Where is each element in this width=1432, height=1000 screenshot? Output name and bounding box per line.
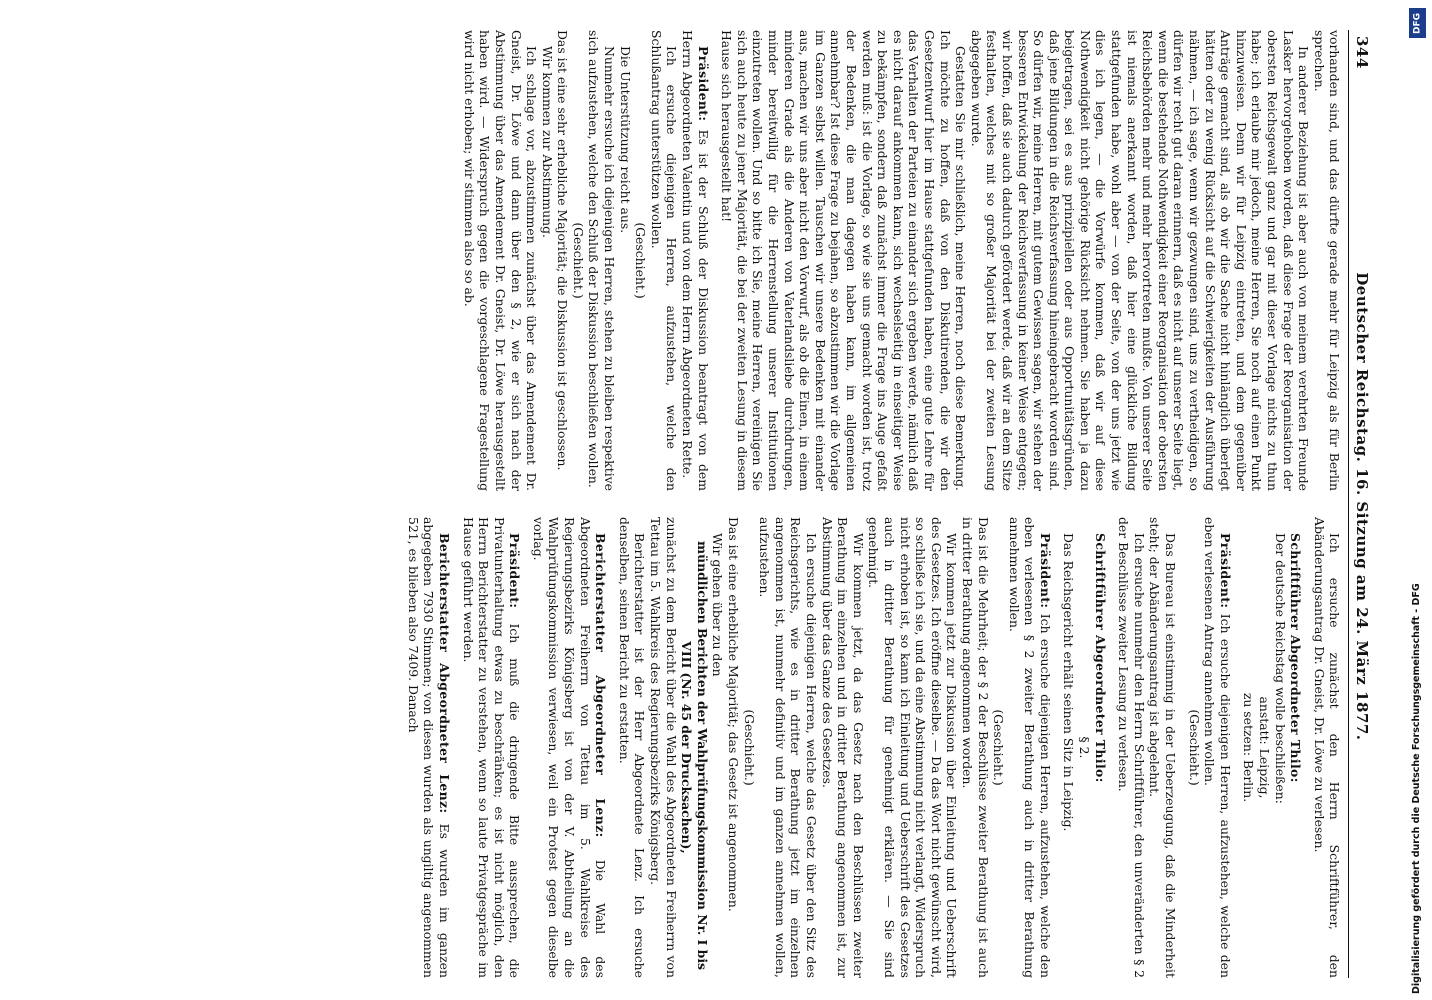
paragraph-speaker: [405, 517, 452, 978]
speaker-label: Präsident:: [695, 46, 711, 122]
paragraph-sign: § 2.: [1077, 736, 1093, 759]
paragraph: Wir kommen jetzt, da das Gesetz nach den Beschlüssen zweiter Berathung im einzelnen und in dritter Berathung angenommen ist, zur Abstimmung über das Ganze des Gesetzes.: [819, 517, 866, 978]
paragraph: Gestatten Sie mir schließlich, meine Herren, noch diese Bemerkung. Ich möchte zu hoffen, daß von den Diskutirenden, die wir den Gesetzentwurf hier im Hause stattgefunden haben, eine gute Lehre für das Verhalten der Parteien zu einander sich ergeben werde, nämlich daß es nicht darauf ankommen kann, sich wechselseitig in einseitiger Weise zu bekämpfen, sondern daß zunächst immer die Frage ins Auge gefaßt werden muß: ist die Vorlage, so wie sie uns gemacht worden ist, trotz der Bedenken, die man dagegen haben kann, im allgemeinen annehmbar? Ist diese Frage zu bejahen, so abzustimmen wir die Vorlage im Ganzen selbst willen. Tauschen wir unsere Bedenken mit einander aus, machen wir uns aber nicht den Vorwurf, als ob die Einen, in einem minderen Grade als die Anderen von Vaterlandsliebe durchdrungen, minder bereitwillig für die Herrenstellung unserer Institutionen einzutreten wollen. Und so bitte ich Sie, meine Herren, vereinigen Sie sich auch heute zu jener Majorität, die bei der zweiten Lesung in diesem Hause sich herausgestellt hat!: [719, 30, 969, 491]
speaker-label: Berichterstatter Abgeordneter Lenz:: [436, 533, 452, 814]
paragraph: Ich ersuche diejenigen Herren, welche das Gesetz über den Sitz des Reichsgerichts, wie es in dritter Berathung jetzt im einzelnen angenommen ist, nunmehr definitiv und im ganzen annehmen wollen, aufzustehen.: [757, 517, 819, 978]
speech-text: Ich ersuche diejenigen Herren, aufzustehen, welche den eben verlesenen § 2 zweiter Berathung auch in dritter Berathung annehmen wollen.: [1006, 517, 1053, 978]
paragraph-speaker: [530, 517, 608, 978]
paragraph: Die Unterstützung reicht aus.: [617, 46, 633, 234]
paragraph: Das ist eine sehr erhebliche Majorität; die Diskussion ist geschlossen.: [555, 30, 571, 471]
running-title: Deutscher Reichstag. 16. Sitzung am 24. März 1877.: [1353, 272, 1371, 741]
paragraph: Wir kommen zur Abstimmung.: [539, 46, 555, 238]
speech-text: Es ist der Schluß der Diskussion beantragt von dem Herrn Abgeordneten Valentin und von dem Herrn Abgeordneten Rette.: [680, 30, 711, 491]
paragraph-speaker: [1202, 517, 1233, 978]
paragraph: Ich ersuche zunächst den Herrn Schriftführer, den Abänderungsantrag Dr. Gneist, Dr. Löwe zu verlesen.: [1311, 517, 1343, 978]
page-header: [1348, 30, 1369, 978]
paragraph: zunächst zu dem Bericht über die Wahl des Abgeordneten Freiherrn von Tettau im 5. Wahlkreis des Regierungsbezirks Königsberg.: [648, 517, 679, 978]
paragraph: Ich ersuche nunmehr den Herrn Schriftführer, den unveränderten § 2 der Beschlüsse zweiter Lesung zu verlesen.: [1116, 517, 1147, 978]
speaker-label: Präsident:: [1037, 533, 1053, 609]
speech-text: Die Wahl des Abgeordneten Freiherrn von Tettau im 5. Wahlkreise des Regierungsbezirks Königsberg ist von der V. Abtheilung an die Wahlprüfungskommission verwiesen, weil ein Protest gegen dieselbe vorlag.: [530, 517, 609, 978]
paragraph: Berichterstatter ist der Herr Abgeordnete Lenz. Ich ersuche denselben, seinen Bericht zu erstatten.: [616, 517, 648, 978]
speaker-label: Berichterstatter Abgeordneter Lenz:: [593, 533, 609, 838]
stage-direction: (Geschieht.): [1186, 709, 1202, 786]
paragraph: Ich ersuche diejenigen Herren, aufzustehen, welche den Schlußantrag unterstützen wollen.: [648, 30, 680, 491]
stage-direction: (Geschieht.): [991, 709, 1007, 786]
paragraph: Das ist eine erhebliche Majorität; das Gesetz ist angenommen.: [726, 517, 742, 912]
column-left: [17, 30, 1342, 491]
paragraph: In anderer Beziehung ist aber auch von meinem verehrten Freunde Lasker hervorgehoben worden, daß diese Frage der Reorganisation der obersten Reichsgewalt ganz und gar mit dieser Vorlage nichts zu thun habe; ich erlaube mir jedoch, meine Herren, Sie noch auf einen Punkt hinzuweisen. Denn wir für Leipzig eintreten, und dem gegenüber Anträge gemacht sind, als ob wir die Sache nicht hinlänglich überlegt hätten oder zu wenig Rücksicht auf die Schwierigkeiten der Ausführung nähmen, — ich sage, wenn wir gezwungen sind, uns zu vertheidigen, so dürfen wir recht gut daran erinnern, daß es nicht auf unserer Seite liegt, wenn die bestehende Nothwendigkeit einer Reorganisation der obersten Reichsbehörden mehr und mehr hervortreten mußte. Von unserer Seite ist niemals anerkannt worden, daß hier eine glückliche Bildung stattgefunden habe, wohl aber — von der Seite, von der uns jetzt wie dies ich legen, — die Vorwürfe kommen, daß wir auf diese Nothwendigkeit nicht gehörige Rücksicht nehmen. Sie haben ja dazu beigetragen, sei es aus prinzipiellen oder aus Opportunitätsgründen, daß jene Bildungen in die Reichsverfassung hineingebracht worden sind. So dürfen wir, meine Herren, mit gutem Gewissen sagen, wir stehen der besseren Entwickelung der Reichsverfassung in keiner Weise entgegen; wir hoffen, daß sie auch dadurch gefördert werde, daß wir an dem Sitze festhalten, welches mit so großer Majorität bei der zweiten Lesung abgegeben wurde.: [968, 30, 1312, 491]
paragraph: Das Bureau ist einstimmig in der Ueberzeugung, daß die Minderheit steht; der Abänderungsantrag ist abgelehnt.: [1147, 517, 1179, 978]
paragraph: Wir kommen jetzt zur Diskussion über Einleitung und Ueberschrift des Gesetzes. Ich eröffne dieselbe. — Da das Wort nicht gewünscht wird, so schließe ich sie, und da eine Abstimmung nicht verlangt, Widerspruch nicht erhoben ist, so kann ich Einleitung und Ueberschrift des Gesetzes auch in dritter Berathung für genehmigt erklären. — Sie sind genehmigt.: [866, 517, 960, 978]
speaker-label: Schriftführer Abgeordneter Thilo:: [1092, 533, 1108, 783]
paragraph: Ich schlage vor, abzustimmen zunächst über das Amendement Dr. Gneist, Dr. Löwe und dann über den § 2, wie er sich nach der Abstimmung über das Amendement Dr. Gneist, Dr. Löwe herausgestellt haben wird. — Widerspruch gegen die vorgeschlagene Fragestellung wird nicht erhoben; wir stimmen also so ab.: [461, 30, 540, 491]
stage-direction: (Geschieht.): [570, 222, 586, 299]
stage-direction: (Geschieht.): [633, 222, 649, 299]
paragraph: Nunmehr ersuche ich diejenigen Herren, stehen zu bleiben respektive sich aufzustehen, welche den Schluß der Diskussion beschließen wollen.: [586, 30, 618, 491]
paragraph-speaker: [460, 517, 522, 978]
speech-text: Ich ersuche diejenigen Herren, aufzustehen, welche den eben verlesenen Antrag annehmen wollen.: [1202, 517, 1233, 978]
motion-line: zu setzen: Berlin.: [1241, 692, 1257, 803]
stage-direction: (Geschieht.): [741, 709, 757, 786]
speech-text: Ich muß die dringende Bitte aussprechen, die Privatunterhaltung etwas zu beschränken; es ist nicht möglich, den Herrn Berichterstatter zu verstehen, wenn so laute Privatgespräche im Hause geführt werden.: [460, 517, 523, 978]
text-columns: [17, 30, 1342, 978]
paragraph: Wir gehen über zu den: [710, 533, 726, 677]
paragraph-speaker: [1006, 517, 1053, 978]
paragraph: vorhanden sind, und das dürfte gerade mehr für Leipzig als für Berlin sprechen.: [1311, 30, 1343, 491]
paragraph: Das Reichsgericht erhält seinen Sitz in Leipzig.: [1061, 533, 1077, 832]
speech-text: Es wurden im ganzen abgegeben 7930 Stimmen; von diesen wurden als ungiltig angenommen 521, es blieben also 7409. Danach: [405, 517, 452, 978]
column-right: [17, 517, 1342, 978]
speaker-line: [1288, 517, 1304, 978]
motion-line: anstatt: Leipzig,: [1257, 696, 1273, 799]
speaker-line: [1092, 517, 1108, 978]
dfg-logo-badge: DFG: [1409, 8, 1426, 38]
speaker-label: Präsident:: [507, 533, 523, 609]
speaker-label: Schriftführer Abgeordneter Thilo:: [1288, 533, 1304, 783]
paragraph: Das ist die Mehrheit; der § 2 der Beschlüsse zweiter Berathung ist auch in dritter Berathung angenommen worden.: [959, 517, 991, 978]
section-heading: mündlichen Berichten der Wahlprüfungskommission Nr. I bis VIII (Nr. 45 der Drucksachen),: [679, 540, 710, 971]
speaker-label: Präsident:: [1217, 533, 1233, 609]
motion-line: Der deutsche Reichstag wolle beschließen:: [1272, 533, 1288, 804]
digitization-credit: Digitalisierung gefördert durch die Deutsche Forschungsgemeinschaft - DFG: [1411, 583, 1422, 994]
paragraph-speaker: [679, 30, 710, 491]
page-number: 344: [1353, 36, 1371, 69]
